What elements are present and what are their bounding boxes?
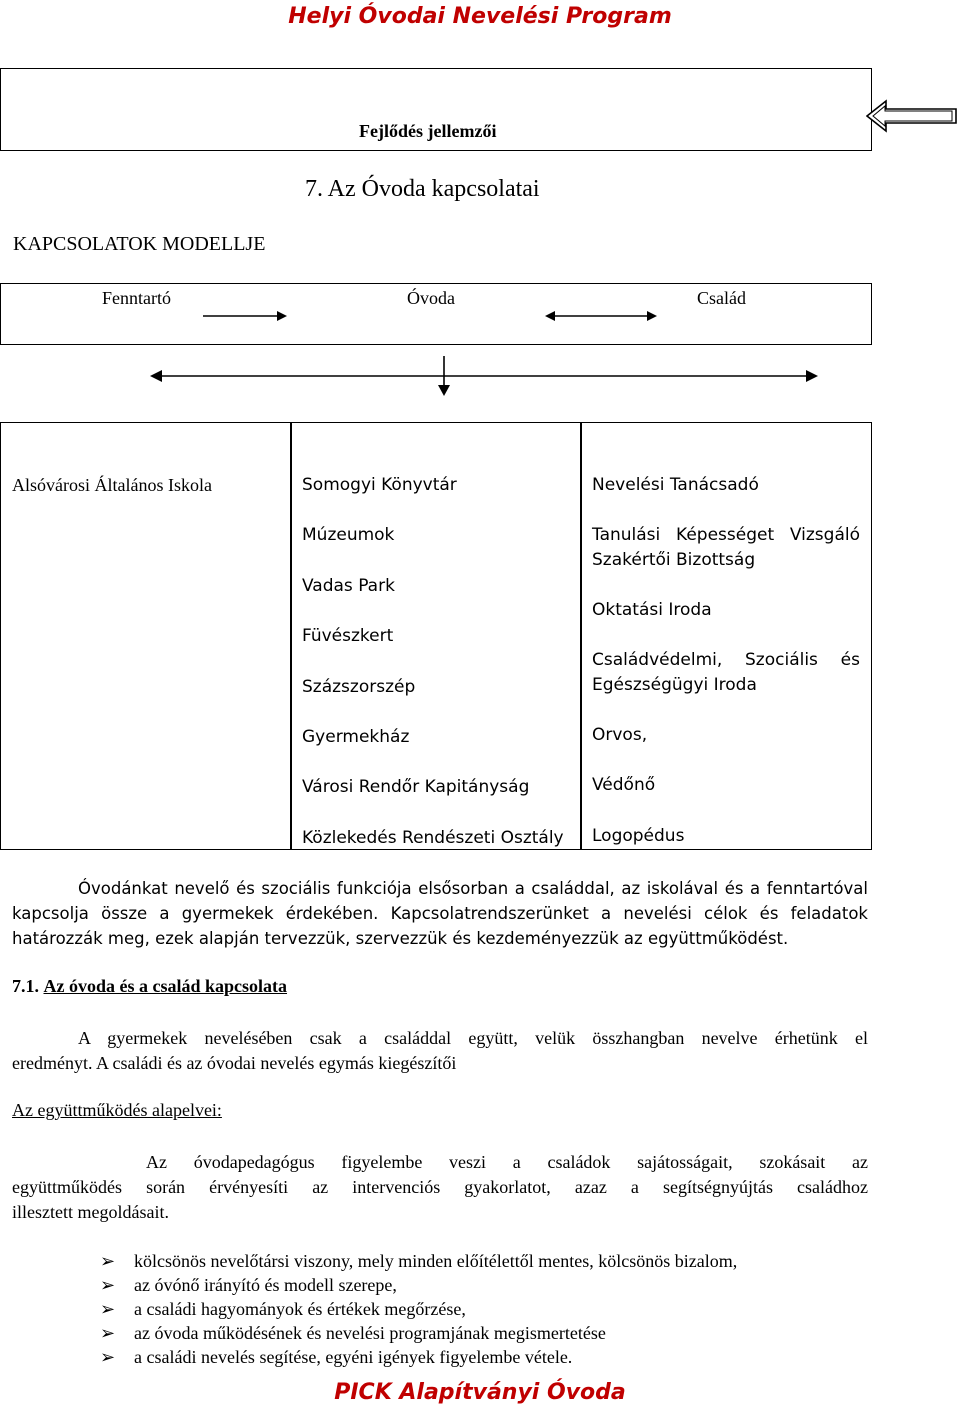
intro-paragraph: Óvodánkat nevelő és szociális funkciója elsősorban a családdal, az iskolával és a fenntartóval kapcsolja össze a gyermekek érdekében. Kapcsolatrendszerünket a nevelési célok és feladatok határozzák meg, ezek alapján tervezzük, szervezzük és kezdeményezzük az együttműködést. <box>12 879 868 948</box>
arrow-bidirectional-icon <box>545 311 657 321</box>
list-item: ➢ a családi hagyományok és értékek megőrzése, <box>100 1299 466 1319</box>
arrowhead-bullet-icon: ➢ <box>100 1323 116 1343</box>
partner-item: Védőnő <box>592 775 656 795</box>
principles-title: Az együttműködés alapelvei: <box>12 1100 222 1120</box>
arrow-left-icon <box>150 370 162 382</box>
column-divider <box>580 422 582 850</box>
back-arrow-icon <box>866 99 958 133</box>
partner-item: Múzeumok <box>302 525 395 545</box>
partner-item: Somogyi Könyvtár <box>302 475 457 495</box>
list-item: ➢ az óvónő irányító és modell szerepe, <box>100 1275 397 1295</box>
arrowhead-bullet-icon: ➢ <box>100 1299 116 1319</box>
arrow-down-icon <box>438 385 450 396</box>
footer-text: PICK Alapítványi Óvoda <box>334 1380 626 1405</box>
partner-item: Vadas Park <box>302 576 395 596</box>
model-fenntarto: Fenntartó <box>102 288 171 308</box>
model-ovoda: Óvoda <box>407 288 455 308</box>
arrow-right-icon <box>203 311 287 321</box>
partner-item: Városi Rendőr Kapitányság <box>302 777 530 797</box>
model-arrows <box>0 283 872 345</box>
list-item: ➢ kölcsönös nevelőtársi viszony, mely minden előítélettől mentes, kölcsönös bizalom, <box>100 1251 738 1271</box>
partner-item: Közlekedés Rendészeti Osztály <box>302 828 564 848</box>
partner-item: Orvos, <box>592 725 648 745</box>
list-item: ➢ a családi nevelés segítése, egyéni igények figyelembe vétele. <box>100 1347 573 1367</box>
partner-item: Logopédus <box>592 826 685 846</box>
principles-paragraph: Az óvodapedagógus figyelembe veszi a családok sajátosságait, szokásait az együttműködés során érvényesíti az intervenciós gyakorlatot, azaz a segítségnyújtás családhoz illesztett megoldásait. <box>12 1152 868 1222</box>
column-divider <box>290 422 292 850</box>
family-paragraph: A gyermekek nevelésében csak a családdal együtt, velük összhangban nevelve érhetünk el eredményt. A családi és az óvodai nevelés egymás kiegészítői <box>12 1028 868 1073</box>
arrowhead-bullet-icon: ➢ <box>100 1347 116 1367</box>
partner-item: Családvédelmi, Szociális és <box>592 650 860 670</box>
principles-list <box>100 1249 737 1369</box>
partner-item: Százszorszép <box>302 677 416 697</box>
arrow-right-icon <box>806 370 818 382</box>
arrowhead-bullet-icon: ➢ <box>100 1275 116 1295</box>
subsection-heading: 7.1. Az óvoda és a család kapcsolata <box>12 976 288 996</box>
partner-item: Nevelési Tanácsadó <box>592 475 759 495</box>
partner-item: Gyermekház <box>302 727 410 747</box>
top-box <box>0 68 872 151</box>
model-title: KAPCSOLATOK MODELLJE <box>13 233 266 255</box>
distribution-arrows <box>140 352 830 402</box>
model-csalad: Család <box>697 288 746 308</box>
partner-item: Füvészkert <box>302 626 394 646</box>
header-title: Helyi Óvodai Nevelési Program <box>288 4 672 29</box>
partner-item: Tanulási Képességet Vizsgáló <box>592 525 860 545</box>
partner-item: Szakértői Bizottság <box>592 550 756 570</box>
partner-item: Oktatási Iroda <box>592 600 712 620</box>
partner-school: Alsóvárosi Általános Iskola <box>12 475 212 495</box>
list-item: ➢ az óvoda működésének és nevelési programjának megismertetése <box>100 1323 606 1343</box>
arrowhead-bullet-icon: ➢ <box>100 1251 116 1271</box>
partner-item: Egészségügyi Iroda <box>592 675 757 695</box>
section-title: 7. Az Óvoda kapcsolatai <box>305 176 540 202</box>
top-box-label: Fejlődés jellemzői <box>359 121 497 141</box>
